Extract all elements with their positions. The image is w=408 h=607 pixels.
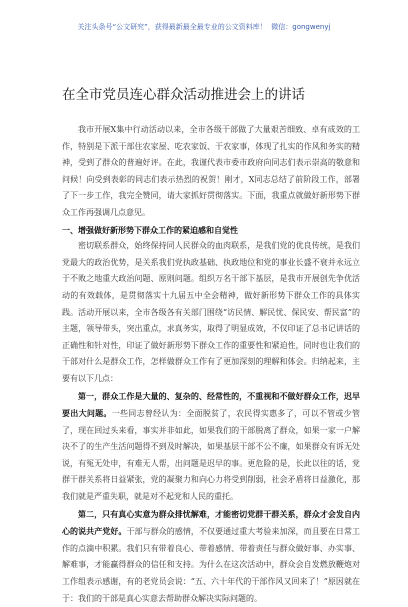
point-2-lead: 第二，只有真心实意为群众排忧解难，才能密切党群干群关系，群众才会发自内心的说共产党好。 (62, 508, 360, 537)
point-2-quote: “五、六十年代的干部作风又回来了！”原因就在于：我们的干部是真心实意去帮助群众解决实际问题的。 (62, 577, 361, 603)
header-banner (0, 23, 408, 32)
paragraph-point-1 (62, 388, 360, 506)
point-1-text: 一些同志曾经认为：全面脱贫了，农民得实惠多了，可以不管或少管了，现在回过头来看，事实并非如此，如果我们的干部脱离了群众，如果一家一户解决不了的生产生活问题得不到及时解决，如果基层干部不公不廉，如果群众有诉无处说，有冤无处申，有难无人帮，出问题是迟早的事。更危险的是，长此以往的话，党群干群关系将日益紧张，党的凝聚力和向心力将受到削弱，社会矛盾将日益激化，那我们就是严重失职，就是对不起党和人民的重托。 (62, 409, 361, 502)
document-title: 在全市党员连心群众活动推进会上的讲话 (62, 87, 305, 103)
document-body (62, 122, 360, 607)
paragraph-intro: 我市开展X集中行动活动以来，全市各级干部做了大量艰苦细致、卓有成效的工作，特别是下派干部住农家屋、吃农家饭、干农家事，体现了扎实的作风和务实的精神，受到了群众的普遍好评。在此，我谨代表市委市政府向同志们表示崇高的敬意和问候！向受到表彰的同志们表示热烈的祝贺！刚才，X同志总结了前阶段工作，部署了下一步工作，我完全赞同，请大家抓好贯彻落实。下面，我重点就做好新形势下群众工作再强调几点意见。 (62, 125, 360, 217)
banner-text: 关注头条号“公文研究”，获得最新最全最专业的公文资料库！ (77, 23, 267, 31)
section-heading: 一、增强做好新形势下群众工作的紧迫感和自觉性 (62, 224, 238, 235)
paragraph-section-1: 密切联系群众，始终保持同人民群众的血肉联系，是我们党的优良传统，是我们党最大的政治优势，是关系我们党执政基础、执政地位和党的事业长盛不衰并永远立于不败之地重大政治问题、原则问题。组织万名干部下基层，是我市开展创先争优活动的有效载体，是贯彻落实十九届五中全会精神，做好新形势下群众工作的具体实践。活动开展以来，全市各级各有关部门围绕“访民情、解民忧、保民安、帮民富”的主题，领导带头，突出重点，求真务实，取得了明显成效，不仅印证了总书记讲话的正确性和针对性，印证了做好新形势下群众工作的重要性和紧迫性，同时也让我们的干部对什么是群众工作，怎样做群众工作有了更加深刻的理解和体会。归纳起来，主要有以下几点： (62, 241, 360, 383)
paragraph-point-2 (62, 506, 360, 607)
banner-wechat: 微信：gongwenyj (271, 23, 331, 31)
point-1-lead: 第一，群众工作是大量的、复杂的、经常性的，不重视和不做好群众工作，迟早要出大问题。 (62, 390, 360, 419)
point-2-text: 干部与群众的感情，不仅要通过重大考验来加深，而且要在日常工作的点滴中积累。我们只有带着良心、带着感情、带着责任与群众做好事、办实事、解难事，才能赢得群众的信任和支持。为什么在这次活动中，群众会自发燃放鞭炮对工作组表示感谢，有的老党员会说： (62, 527, 361, 587)
